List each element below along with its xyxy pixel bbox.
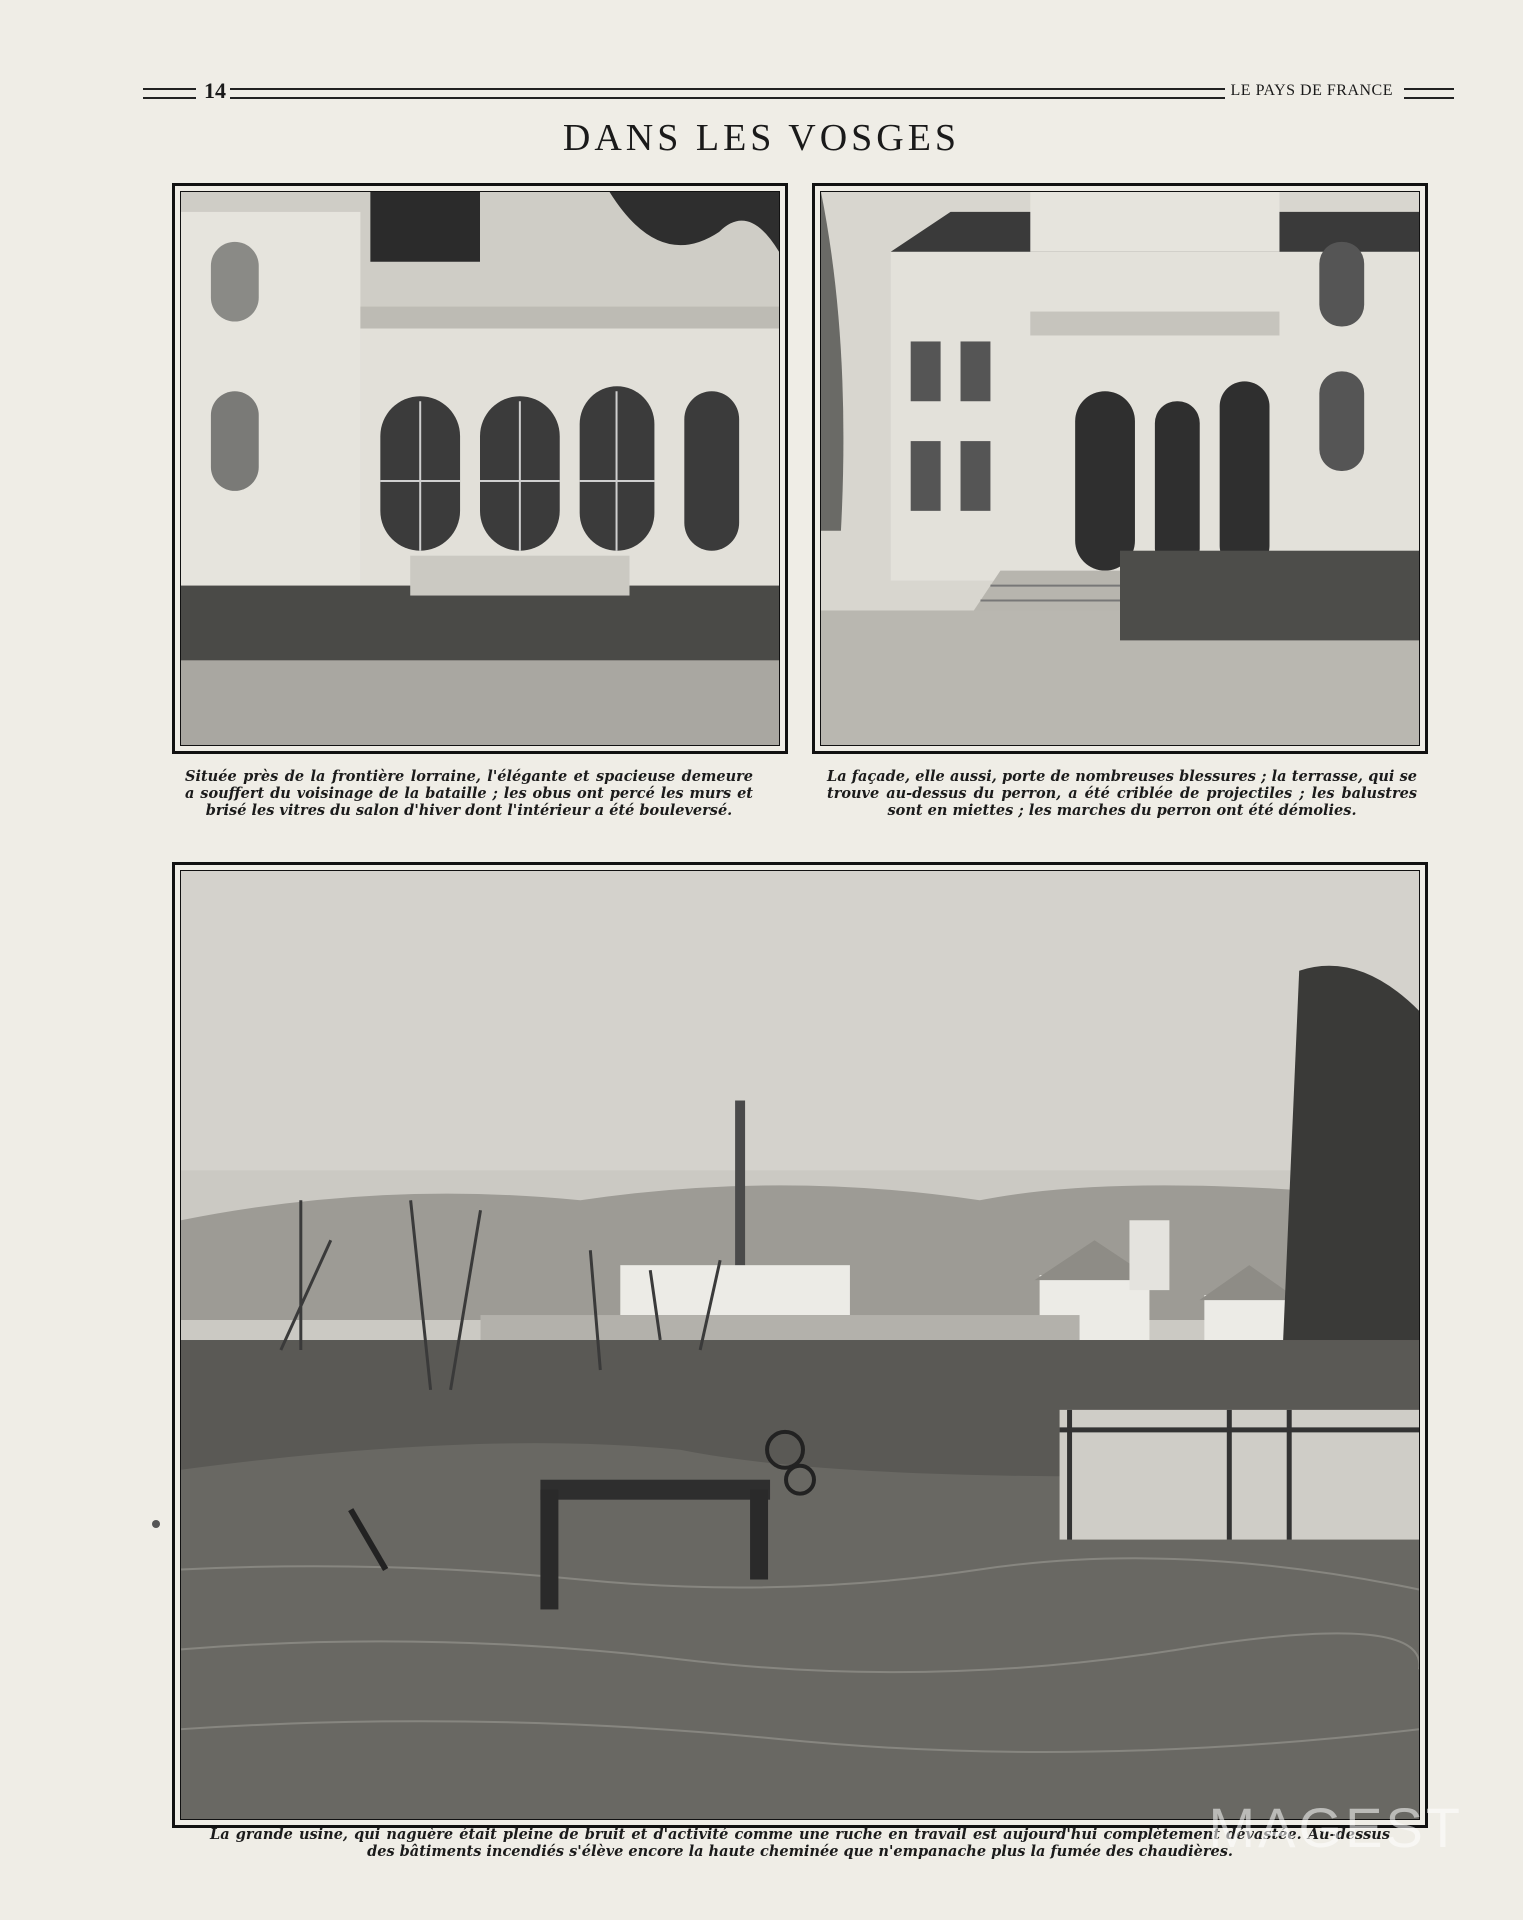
header-rule-tail — [1404, 88, 1454, 99]
photo-facade — [812, 183, 1428, 754]
caption-winter-salon: Située près de la frontière lorraine, l'élégante et spacieuse demeure a souffert du voisinage de la bataille ; les obus ont percé les murs et brisé les vitres du salon d'hiver dont l'intérieur a été bouleversé. — [185, 768, 753, 819]
binding-hole — [152, 1520, 160, 1528]
photo-factory — [172, 862, 1428, 1828]
photo-winter-salon-image — [181, 192, 779, 745]
header-rule-left — [143, 88, 196, 99]
page-title: DANS LES VOSGES — [562, 117, 961, 159]
photo-facade-image — [821, 192, 1419, 745]
header-rule-right — [230, 88, 1230, 99]
photo-winter-salon — [172, 183, 788, 754]
page-number: 14 — [200, 78, 230, 104]
watermark: MAGEST — [1208, 1796, 1463, 1859]
masthead: LE PAYS DE FRANCE — [1225, 82, 1399, 100]
caption-factory: La grande usine, qui naguère était pleine de bruit et d'activité comme une ruche en travail est aujourd'hui complètement dévastée. Au-dessus des bâtiments incendiés s'élève encore la haute cheminée que n'empanache plus la fumée des chaudières. — [210, 1826, 1390, 1860]
caption-facade: La façade, elle aussi, porte de nombreuses blessures ; la terrasse, qui se trouve au-dessus du perron, a été criblée de projectiles ; les balustres sont en miettes ; les marches du perron ont été démolies. — [827, 768, 1417, 819]
photo-factory-image — [181, 871, 1419, 1819]
